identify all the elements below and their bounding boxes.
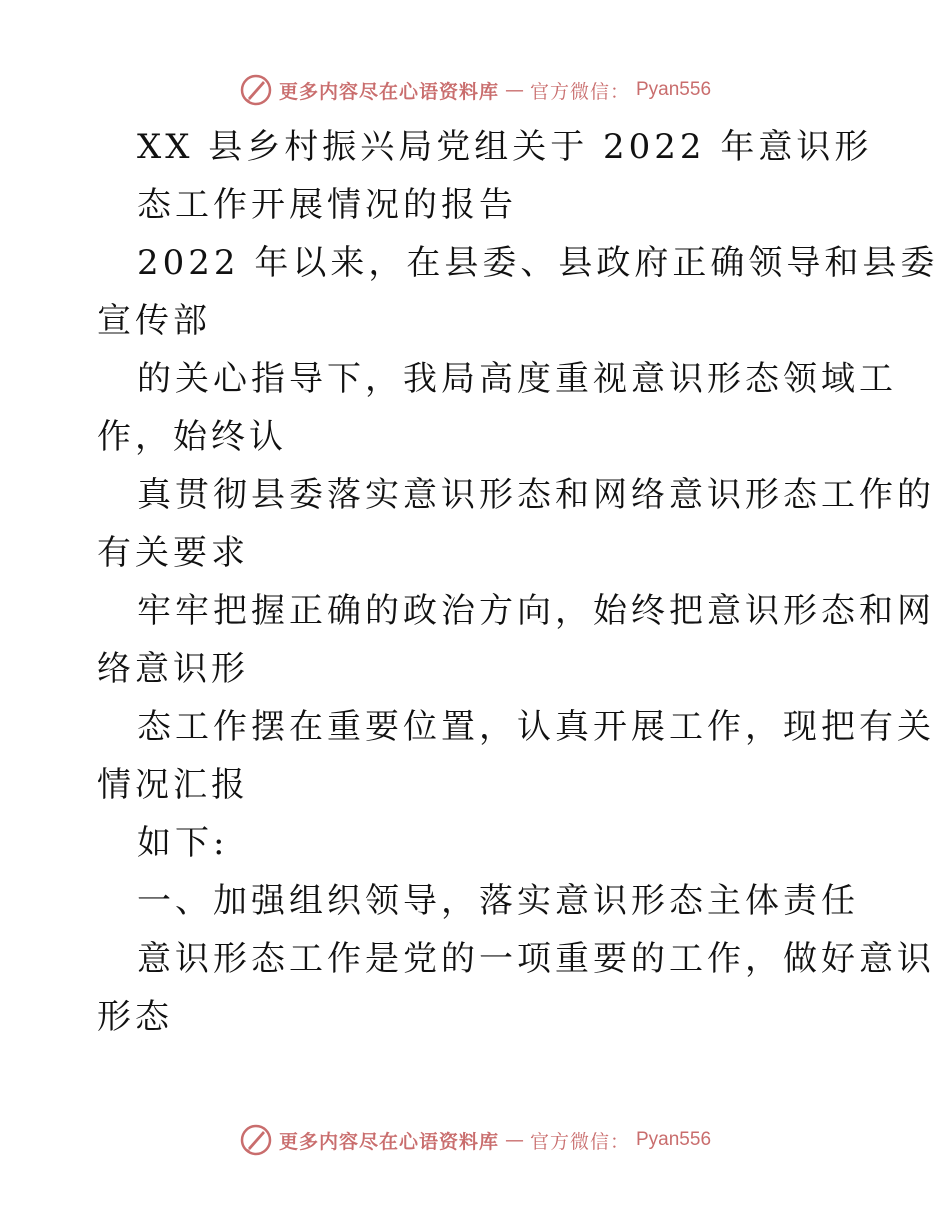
paragraph-line: 2022 年以来，在县委、县政府正确领导和县委 (137, 243, 939, 283)
watermark-account: Pyan556 (636, 79, 712, 100)
title-line-1: XX 县乡村振兴局党组关于 2022 年意识形 (137, 127, 873, 167)
header-watermark (0, 70, 950, 110)
paragraph-line: 态工作摆在重要位置，认真开展工作，现把有关 (137, 707, 935, 747)
watermark-wechat-label: 官方微信： (529, 1130, 630, 1153)
section-heading: 一、加强组织领导，落实意识形态主体责任 (137, 881, 859, 921)
watermark-separator: — (504, 79, 524, 101)
paragraph-line: 的关心指导下，我局高度重视意识形态领域工 (137, 359, 897, 399)
paragraph-line: 真贯彻县委落实意识形态和网络意识形态工作的 (137, 475, 935, 515)
paragraph-line: 宣传部 (97, 301, 211, 341)
watermark-brand: 更多内容尽在心语资料库 (278, 1130, 499, 1153)
paragraph-line: 络意识形 (97, 649, 249, 689)
watermark-separator: — (504, 1129, 524, 1151)
paragraph-line: 意识形态工作是党的一项重要的工作，做好意识 (137, 939, 935, 979)
paragraph-line: 有关要求 (97, 533, 249, 573)
document-body (97, 118, 939, 1046)
title-line-2: 态工作开展情况的报告 (137, 185, 517, 225)
paragraph-line: 形态 (97, 997, 173, 1037)
quill-logo-icon (239, 1123, 273, 1157)
paragraph-line: 牢牢把握正确的政治方向，始终把意识形态和网 (137, 591, 935, 631)
paragraph-line: 情况汇报 (97, 765, 249, 805)
watermark-account: Pyan556 (636, 1129, 712, 1150)
footer-watermark (0, 1120, 950, 1160)
paragraph-line: 作，始终认 (97, 417, 287, 457)
paragraph-line: 如下: (137, 823, 229, 863)
quill-logo-icon (239, 73, 273, 107)
watermark-brand: 更多内容尽在心语资料库 (278, 80, 499, 103)
watermark-wechat-label: 官方微信： (529, 80, 630, 103)
